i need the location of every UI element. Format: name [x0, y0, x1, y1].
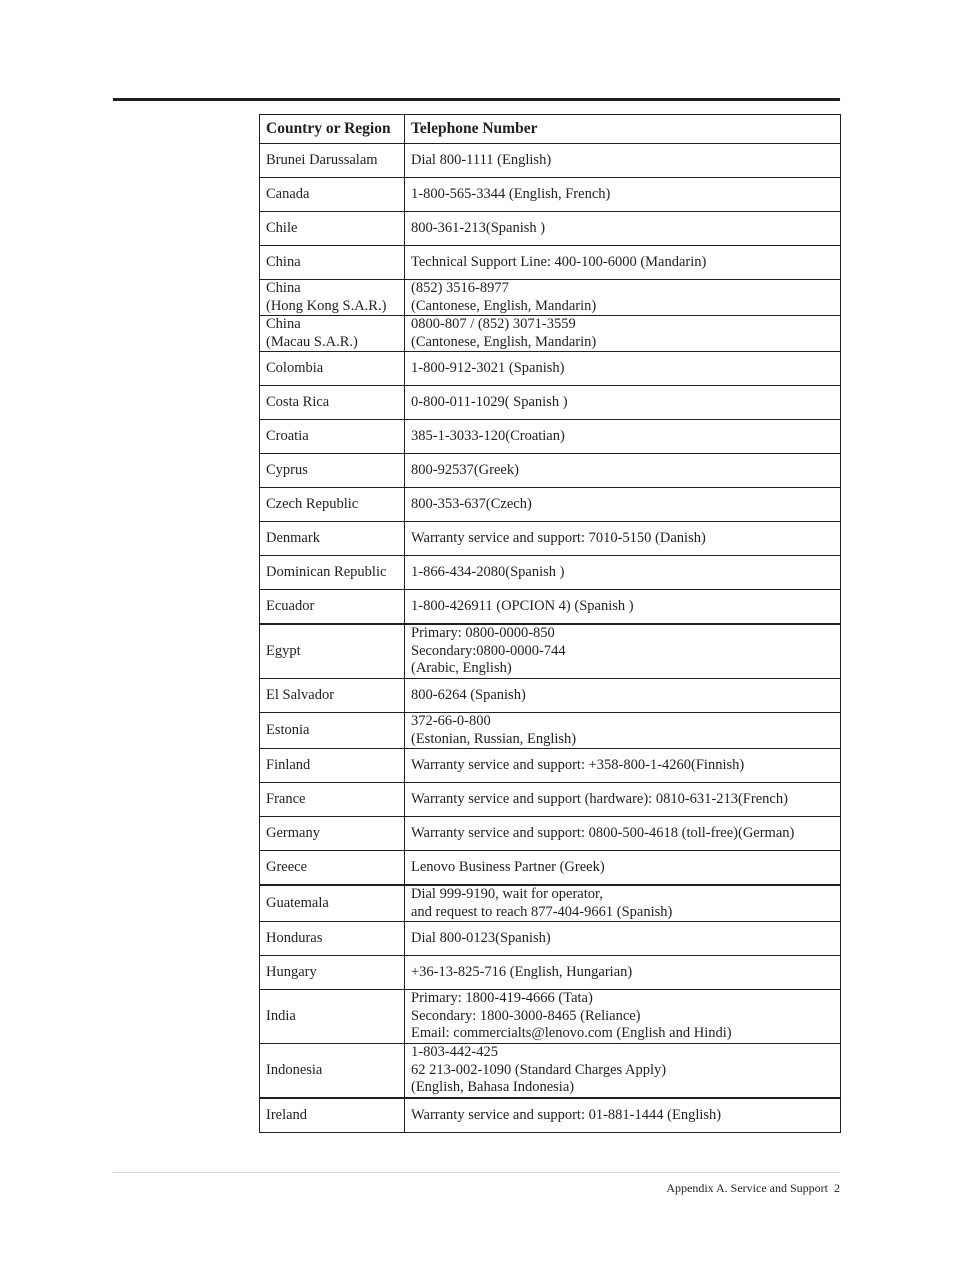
column-header-telephone: Telephone Number: [405, 115, 841, 144]
phone-cell: 1-800-426911 (OPCION 4) (Spanish ): [405, 590, 841, 625]
table-row: [260, 956, 841, 990]
country-cell: Finland: [260, 749, 405, 783]
table-row: [260, 1098, 841, 1133]
country-cell: Cyprus: [260, 454, 405, 488]
table-row: [260, 679, 841, 713]
header-rule: [113, 98, 840, 101]
phone-cell: Primary: 1800-419-4666 (Tata) Secondary: 1800-3000-8465 (Reliance) Email: commercialts@lenovo.com (English and Hindi): [405, 990, 841, 1044]
phone-cell: 1-800-565-3344 (English, French): [405, 178, 841, 212]
table-row: [260, 488, 841, 522]
table-row: [260, 352, 841, 386]
country-cell: Hungary: [260, 956, 405, 990]
phone-cell: 1-803-442-425 62 213-002-1090 (Standard Charges Apply) (English, Bahasa Indonesia): [405, 1044, 841, 1099]
phone-cell: 1-866-434-2080(Spanish ): [405, 556, 841, 590]
table-row: [260, 556, 841, 590]
phone-cell: Warranty service and support (hardware): 0810-631-213(French): [405, 783, 841, 817]
table-row: [260, 783, 841, 817]
table-row: [260, 885, 841, 922]
phone-cell: Primary: 0800-0000-850 Secondary:0800-0000-744 (Arabic, English): [405, 624, 841, 679]
phone-cell: Dial 999-9190, wait for operator, and request to reach 877-404-9661 (Spanish): [405, 885, 841, 922]
country-cell: Germany: [260, 817, 405, 851]
table-row: [260, 817, 841, 851]
table-row: [260, 420, 841, 454]
phone-cell: Warranty service and support: 01-881-1444 (English): [405, 1098, 841, 1133]
country-cell: France: [260, 783, 405, 817]
phone-cell: 1-800-912-3021 (Spanish): [405, 352, 841, 386]
table-row: [260, 212, 841, 246]
country-cell: China (Hong Kong S.A.R.): [260, 280, 405, 316]
phone-cell: Warranty service and support: +358-800-1-4260(Finnish): [405, 749, 841, 783]
phone-cell: Lenovo Business Partner (Greek): [405, 851, 841, 886]
support-phone-table: [259, 114, 841, 1133]
phone-cell: 372-66-0-800 (Estonian, Russian, English): [405, 713, 841, 749]
phone-cell: +36-13-825-716 (English, Hungarian): [405, 956, 841, 990]
footer-rule: [113, 1172, 840, 1173]
phone-cell: 800-361-213(Spanish ): [405, 212, 841, 246]
table-header-row: [260, 115, 841, 144]
table-row: [260, 851, 841, 886]
country-cell: Czech Republic: [260, 488, 405, 522]
country-cell: Indonesia: [260, 1044, 405, 1099]
footer-section-title: Appendix A. Service and Support: [666, 1181, 828, 1195]
phone-cell: Warranty service and support: 7010-5150 (Danish): [405, 522, 841, 556]
phone-cell: 800-92537(Greek): [405, 454, 841, 488]
column-header-country: Country or Region: [260, 115, 405, 144]
country-cell: Ireland: [260, 1098, 405, 1133]
country-cell: Chile: [260, 212, 405, 246]
table-row: [260, 178, 841, 212]
table-row: [260, 990, 841, 1044]
country-cell: Egypt: [260, 624, 405, 679]
country-cell: Costa Rica: [260, 386, 405, 420]
table-row: [260, 144, 841, 178]
country-cell: Colombia: [260, 352, 405, 386]
page-footer: [666, 1181, 840, 1195]
page-number: 2: [834, 1181, 840, 1195]
country-cell: Honduras: [260, 922, 405, 956]
table-row: [260, 922, 841, 956]
phone-cell: Warranty service and support: 0800-500-4618 (toll-free)(German): [405, 817, 841, 851]
table-row: [260, 624, 841, 679]
country-cell: Greece: [260, 851, 405, 886]
country-cell: China (Macau S.A.R.): [260, 316, 405, 352]
table-row: [260, 1044, 841, 1099]
country-cell: China: [260, 246, 405, 280]
table-row: [260, 590, 841, 625]
country-cell: India: [260, 990, 405, 1044]
phone-cell: (852) 3516-8977 (Cantonese, English, Mandarin): [405, 280, 841, 316]
phone-cell: Technical Support Line: 400-100-6000 (Mandarin): [405, 246, 841, 280]
country-cell: Estonia: [260, 713, 405, 749]
country-cell: Brunei Darussalam: [260, 144, 405, 178]
table-row: [260, 280, 841, 316]
phone-cell: 0800-807 / (852) 3071-3559 (Cantonese, English, Mandarin): [405, 316, 841, 352]
phone-cell: Dial 800-0123(Spanish): [405, 922, 841, 956]
country-cell: Dominican Republic: [260, 556, 405, 590]
country-cell: Ecuador: [260, 590, 405, 625]
country-cell: Denmark: [260, 522, 405, 556]
table-row: [260, 386, 841, 420]
country-cell: Canada: [260, 178, 405, 212]
phone-cell: 800-353-637(Czech): [405, 488, 841, 522]
table-row: [260, 316, 841, 352]
table-row: [260, 454, 841, 488]
phone-cell: 385-1-3033-120(Croatian): [405, 420, 841, 454]
country-cell: Guatemala: [260, 885, 405, 922]
table-row: [260, 749, 841, 783]
country-cell: El Salvador: [260, 679, 405, 713]
table-row: [260, 522, 841, 556]
phone-cell: Dial 800-1111 (English): [405, 144, 841, 178]
country-cell: Croatia: [260, 420, 405, 454]
table-row: [260, 713, 841, 749]
phone-cell: 800-6264 (Spanish): [405, 679, 841, 713]
phone-cell: 0-800-011-1029( Spanish ): [405, 386, 841, 420]
table-row: [260, 246, 841, 280]
